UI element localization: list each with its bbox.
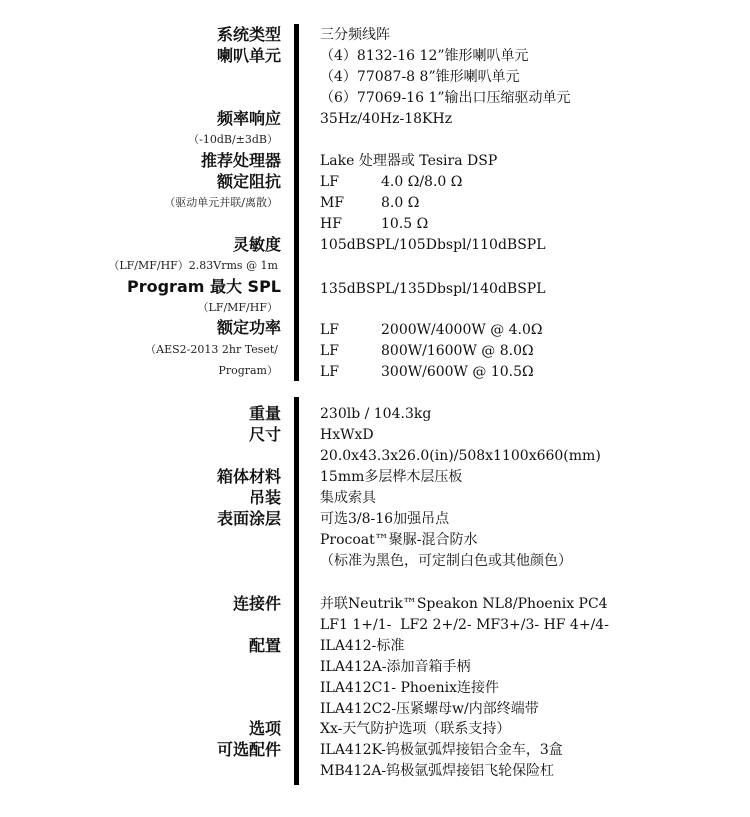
value-driver-1: （4）8132-16 12”锥形喇叭单元 (320, 48, 529, 64)
sublabel-power-1: （AES2-2013 2hr Teset/ (145, 343, 278, 356)
label-freq-response: 频率响应 (216, 109, 281, 128)
value-power-2 (320, 341, 534, 361)
value-impedance-hf (320, 214, 428, 234)
label-drivers: 喇叭单元 (216, 46, 281, 65)
value-power-3 (320, 362, 534, 382)
value-system-type: 三分频线阵 (320, 27, 390, 43)
power-band-3: LF (320, 364, 340, 380)
label-rigging: 吊装 (248, 488, 281, 507)
value-connectors-1: 并联Neutrik™Speakon NL8/Phoenix PC4 (320, 596, 608, 612)
value-sensitivity: 105dBSPL/105Dbspl/110dBSPL (320, 237, 546, 253)
value-config-4: ILA412C2-压紧螺母w/内部终端带 (320, 701, 539, 717)
label-options: 选项 (248, 719, 281, 738)
sublabel-impedance: （驱动单元并联/离散） (164, 196, 278, 209)
sublabel-max-spl: （LF/MF/HF） (197, 301, 278, 314)
impedance-hf: 10.5 Ω (381, 216, 429, 232)
label-sensitivity: 灵敏度 (232, 235, 281, 254)
impedance-lf: 4.0 Ω/8.0 Ω (381, 174, 463, 190)
value-accessory-1: ILA412K-钨极氩弧焊接铝合金车，3盒 (320, 742, 563, 758)
band-hf: HF (320, 216, 342, 232)
divider-top (294, 24, 299, 381)
value-dimensions: 20.0x43.3x26.0(in)/508x1100x660(mm) (320, 448, 601, 464)
divider-bottom (294, 397, 299, 785)
value-finish-3: （标准为黑色，可定制白色或其他颜色） (320, 553, 572, 569)
value-config-2: ILA412A-添加音箱手柄 (320, 659, 471, 675)
sublabel-sensitivity: （LF/MF/HF）2.83Vrms @ 1m (108, 259, 278, 272)
label-impedance: 额定阻抗 (216, 172, 281, 191)
label-connectors: 连接件 (232, 594, 281, 613)
value-rigging: 集成索具 (320, 490, 376, 506)
value-accessory-2: MB412A-钨极氩弧焊接铝飞轮保险杠 (320, 763, 555, 779)
impedance-mf: 8.0 Ω (381, 195, 420, 211)
label-system-type: 系统类型 (216, 25, 281, 44)
power-1: 2000W/4000W @ 4.0Ω (381, 322, 543, 338)
value-options: Xx-天气防护选项（联系支持） (320, 721, 511, 737)
value-dimensions-label: HxWxD (320, 427, 374, 443)
value-driver-2: （4）77087-8 8”锥形喇叭单元 (320, 69, 520, 85)
value-finish-2: Procoat™聚脲-混合防水 (320, 532, 478, 548)
label-config: 配置 (248, 636, 281, 655)
label-dimensions: 尺寸 (248, 425, 281, 444)
value-impedance-mf (320, 193, 419, 213)
value-finish-1: 可选3/8-16加强吊点 (320, 511, 450, 527)
band-lf: LF (320, 174, 340, 190)
value-max-spl: 135dBSPL/135Dbspl/140dBSPL (320, 281, 546, 297)
power-3: 300W/600W @ 10.5Ω (381, 364, 534, 380)
value-impedance-lf (320, 172, 462, 192)
sublabel-power-2: Program） (218, 364, 278, 377)
label-enclosure: 箱体材料 (216, 467, 281, 486)
value-connectors-2: LF1 1+/1- LF2 2+/2- MF3+/3- HF 4+/4- (320, 617, 609, 633)
band-mf: MF (320, 195, 345, 211)
label-power: 额定功率 (216, 318, 281, 337)
label-weight: 重量 (248, 404, 281, 423)
label-accessories: 可选配件 (216, 740, 281, 759)
value-enclosure: 15mm多层桦木层压板 (320, 469, 463, 485)
sublabel-freq: （-10dB/±3dB） (188, 133, 278, 146)
value-freq-response: 35Hz/40Hz-18KHz (320, 111, 453, 127)
label-finish: 表面涂层 (216, 509, 281, 528)
power-band-2: LF (320, 343, 340, 359)
value-weight: 230lb / 104.3kg (320, 406, 432, 422)
power-band-1: LF (320, 322, 340, 338)
label-max-spl: Program 最大 SPL (126, 277, 281, 296)
value-power-1 (320, 320, 543, 340)
power-2: 800W/1600W @ 8.0Ω (381, 343, 534, 359)
value-config-1: ILA412-标准 (320, 638, 405, 654)
value-config-3: ILA412C1- Phoenix连接件 (320, 680, 499, 696)
label-processor: 推荐处理器 (200, 151, 281, 170)
value-driver-3: （6）77069-16 1”输出口压缩驱动单元 (320, 90, 571, 106)
value-processor: Lake 处理器或 Tesira DSP (320, 153, 498, 169)
